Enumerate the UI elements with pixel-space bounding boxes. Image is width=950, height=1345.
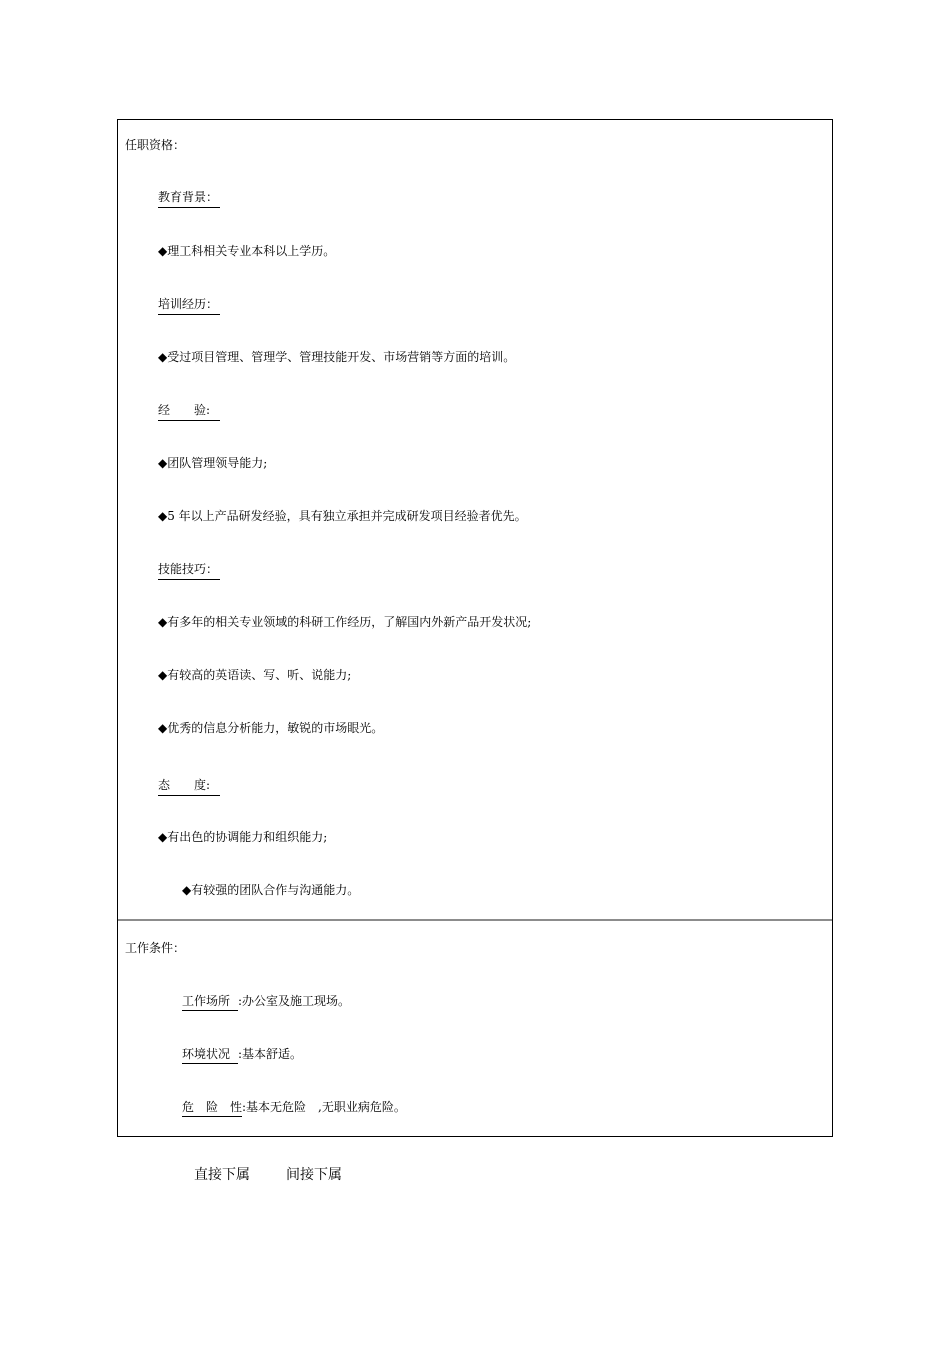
education-heading-wrap: [158, 190, 220, 208]
training-heading-wrap: [158, 297, 220, 315]
skills-heading: 技能技巧：: [158, 562, 220, 580]
condition-row-hazard: [182, 1100, 406, 1117]
condition-row-location: [182, 994, 350, 1011]
skills-item: ◆有较高的英语读、写、听、说能力;: [158, 668, 352, 682]
education-item: ◆理工科相关专业本科以上学历。: [158, 244, 336, 258]
conditions-title: 工作条件：: [125, 941, 186, 955]
training-heading: 培训经历：: [158, 297, 220, 315]
condition-label: 危 险 性: [182, 1100, 242, 1117]
experience-item: ◆团队管理领导能力;: [158, 456, 268, 470]
condition-row-environment: [182, 1047, 302, 1064]
experience-heading-wrap: [158, 403, 220, 421]
condition-value: :办公室及施工现场。: [238, 994, 351, 1008]
education-heading: 教育背景：: [158, 190, 220, 208]
skills-item: ◆优秀的信息分析能力，敏锐的市场眼光。: [158, 721, 384, 735]
direct-subordinates-label: 直接下属: [194, 1167, 250, 1183]
condition-label: 工作场所: [182, 994, 238, 1011]
attitude-item: ◆有较强的团队合作与沟通能力。: [182, 883, 360, 897]
section-divider: [118, 919, 832, 921]
condition-value: :基本无危险 ,无职业病危险。: [242, 1100, 406, 1114]
indirect-subordinates-label: 间接下属: [286, 1167, 342, 1183]
job-description-box: [117, 119, 833, 1137]
experience-heading: 经 验:: [158, 403, 220, 421]
condition-value: :基本舒适。: [238, 1047, 303, 1061]
training-item: ◆受过项目管理、管理学、管理技能开发、市场营销等方面的培训。: [158, 350, 516, 364]
experience-item: ◆5 年以上产品研发经验，具有独立承担并完成研发项目经验者优先。: [158, 509, 527, 523]
qualifications-title: 任职资格：: [125, 138, 186, 152]
attitude-item: ◆有出色的协调能力和组织能力;: [158, 830, 328, 844]
attitude-heading: 态 度:: [158, 778, 220, 796]
skills-heading-wrap: [158, 562, 220, 580]
condition-label: 环境状况: [182, 1047, 238, 1064]
skills-item: ◆有多年的相关专业领域的科研工作经历，了解国内外新产品开发状况;: [158, 615, 532, 629]
attitude-heading-wrap: [158, 778, 220, 796]
